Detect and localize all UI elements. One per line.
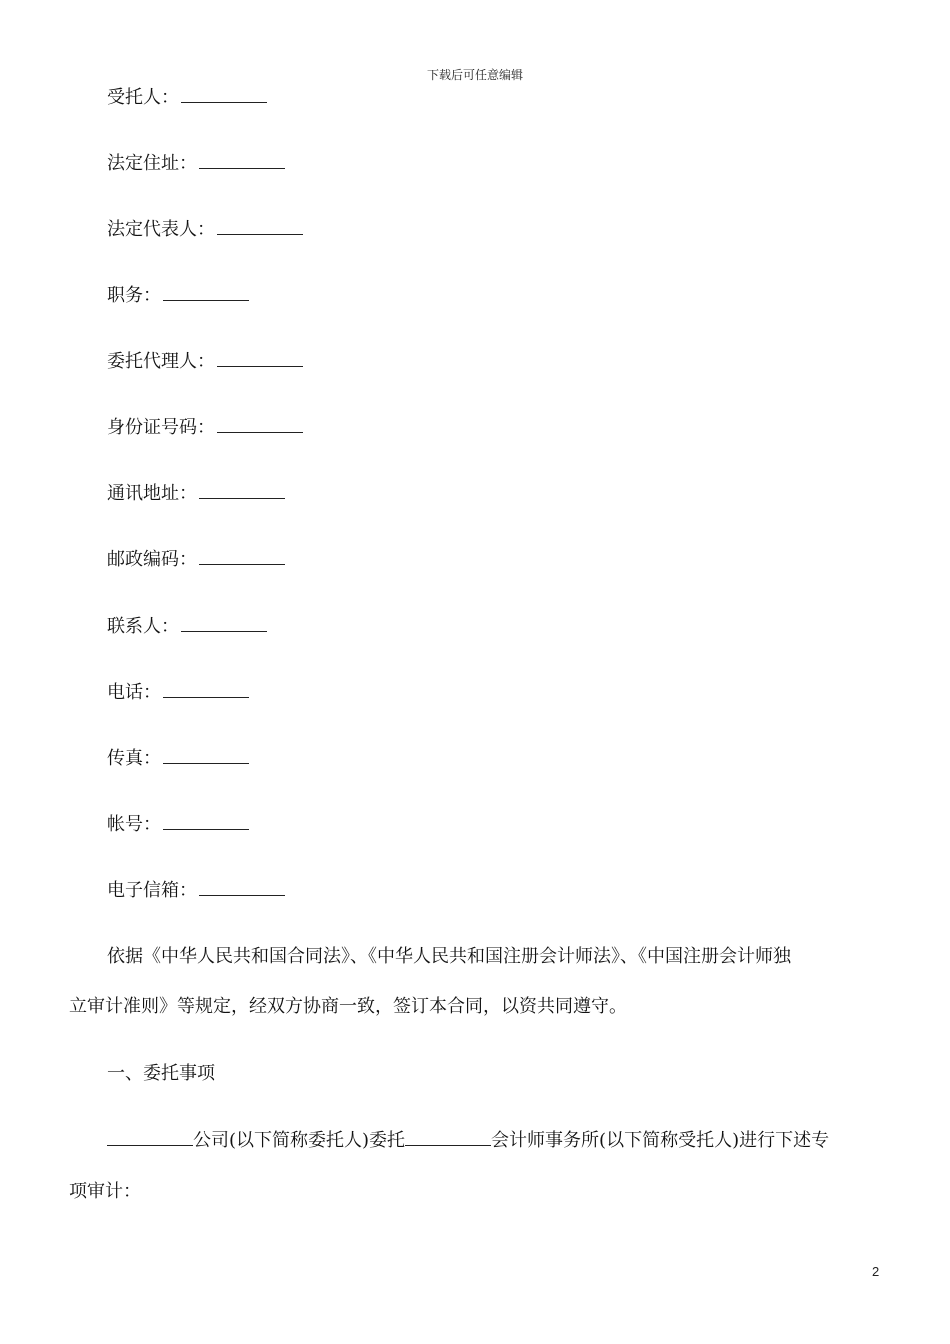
field-legal-representative	[107, 218, 303, 242]
section-heading: 一、委托事项	[107, 1063, 215, 1084]
blank-line[interactable]	[217, 417, 303, 433]
field-email	[107, 879, 285, 903]
field-fax	[107, 747, 249, 771]
field-label: 电话：	[107, 682, 161, 703]
blank-line[interactable]	[199, 483, 285, 499]
field-id-number	[107, 416, 303, 440]
blank-line[interactable]	[199, 153, 285, 169]
blank-line[interactable]	[181, 87, 267, 103]
basis-line-1: 依据《中华人民共和国合同法》、《中华人民共和国注册会计师法》、《中国注册会计师独	[107, 946, 791, 967]
header-note: 下载后可任意编辑	[426, 68, 523, 82]
blank-line[interactable]	[163, 285, 249, 301]
field-contact	[107, 615, 267, 639]
field-label: 身份证号码：	[107, 417, 215, 438]
basis-line-2: 立审计准则》等规定，经双方协商一致，签订本合同，以资共同遵守。	[69, 996, 627, 1017]
field-label: 帐号：	[107, 814, 161, 835]
field-legal-address	[107, 152, 285, 176]
blank-line[interactable]	[107, 1130, 193, 1146]
field-label: 电子信箱：	[107, 880, 197, 901]
field-position	[107, 284, 249, 308]
blank-line[interactable]	[217, 351, 303, 367]
field-trustee	[107, 86, 267, 110]
blank-line[interactable]	[405, 1130, 491, 1146]
section-paragraph-line-2: 项审计：	[69, 1181, 141, 1202]
field-postal-code	[107, 548, 285, 572]
page-number: 2	[872, 1264, 880, 1279]
field-account	[107, 813, 249, 837]
field-label: 委托代理人：	[107, 351, 215, 372]
field-label: 职务：	[107, 285, 161, 306]
field-label: 法定代表人：	[107, 219, 215, 240]
blank-line[interactable]	[163, 748, 249, 764]
field-label: 受托人：	[107, 87, 179, 108]
field-label: 邮政编码：	[107, 549, 197, 570]
section-paragraph-line-1	[107, 1129, 829, 1153]
section-text-b: 会计师事务所(以下简称受托人)进行下述专	[491, 1130, 830, 1151]
blank-line[interactable]	[163, 682, 249, 698]
blank-line[interactable]	[217, 219, 303, 235]
section-text-a: 公司(以下简称委托人)委托	[193, 1130, 406, 1151]
blank-line[interactable]	[181, 616, 267, 632]
field-phone	[107, 681, 249, 705]
field-label: 传真：	[107, 748, 161, 769]
blank-line[interactable]	[199, 549, 285, 565]
field-label: 联系人：	[107, 616, 179, 637]
field-agent	[107, 350, 303, 374]
field-label: 通讯地址：	[107, 483, 197, 504]
blank-line[interactable]	[163, 814, 249, 830]
blank-line[interactable]	[199, 880, 285, 896]
field-mailing-address	[107, 482, 285, 506]
field-label: 法定住址：	[107, 153, 197, 174]
